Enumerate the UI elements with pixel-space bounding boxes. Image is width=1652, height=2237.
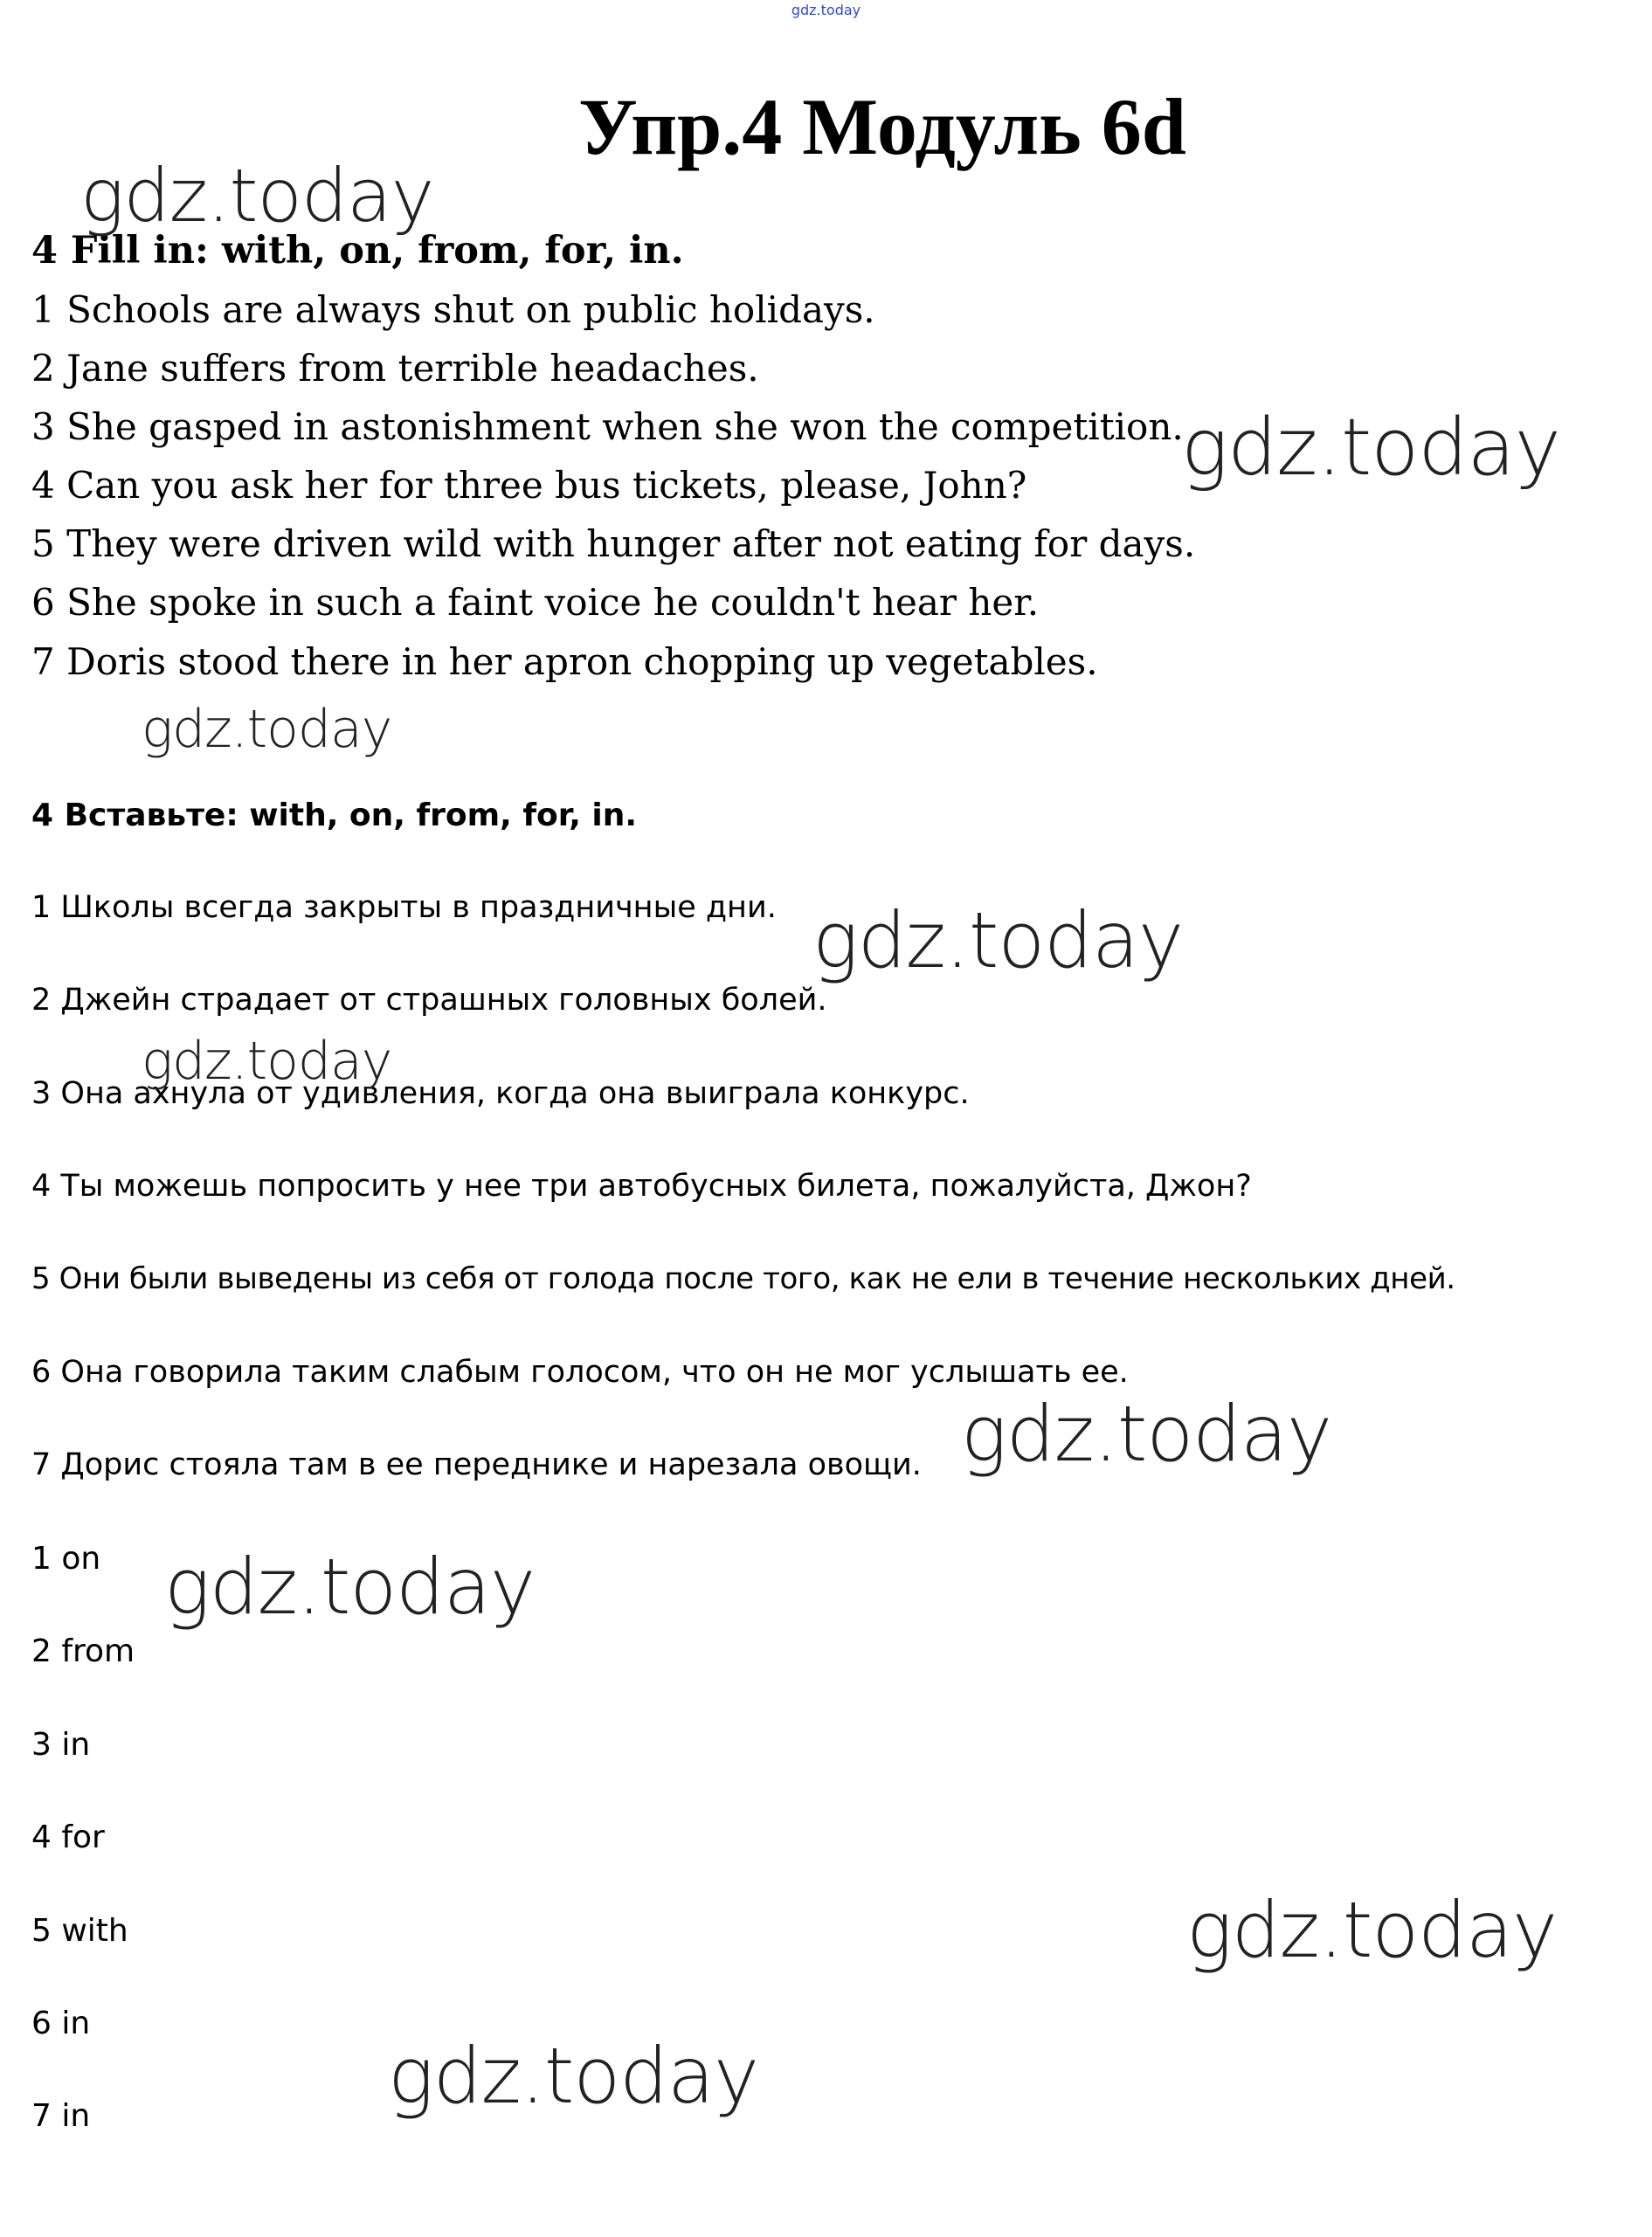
sentence-ru-4: 4 Ты можешь попросить у нее три автобусных билета, пожалуйста, Джон? [31,1169,1252,1204]
watermark: gdz.today [164,1542,536,1632]
watermark: gdz.today [961,1389,1332,1479]
site-mark: gdz.today [791,2,861,18]
sentence-ru-7: 7 Дорис стояла там в ее переднике и нарезала овощи. [31,1447,922,1482]
sentence-ru-3: 3 Она ахнула от удивления, когда она выиграла конкурс. [31,1076,970,1111]
page-title: Упр.4 Модуль 6d [578,82,1186,171]
watermark: gdz.today [142,1031,392,1092]
sentence-ru-1: 1 Школы всегда закрыты в праздничные дни. [31,890,777,925]
answer-2: 2 from [31,1633,135,1669]
answer-4: 4 for [31,1819,105,1855]
exercise-heading-ru: 4 Вставьте: with, on, from, for, in. [31,797,638,833]
answer-7: 7 in [31,2098,91,2134]
sentence-en-4: 4 Can you ask her for three bus tickets, please, John? [31,464,1027,507]
answer-6: 6 in [31,2006,91,2041]
watermark: gdz.today [142,699,392,760]
sentence-ru-5: 5 Они были выведены из себя от голода после того, как не ели в течение нескольких дней. [31,1261,1455,1296]
answer-3: 3 in [31,1727,91,1763]
sentence-en-2: 2 Jane suffers from terrible headaches. [31,347,759,390]
watermark: gdz.today [80,153,434,238]
sentence-ru-2: 2 Джейн страдает от страшных головных болей. [31,983,827,1018]
sentence-ru-6: 6 Она говорила таким слабым голосом, что он не мог услышать ее. [31,1355,1129,1390]
sentence-en-5: 5 They were driven wild with hunger after not eating for days. [31,522,1196,565]
watermark: gdz.today [1186,1885,1558,1975]
sentence-en-7: 7 Doris stood there in her apron chopping up vegetables. [31,640,1098,683]
watermark: gdz.today [388,2031,759,2121]
sentence-en-1: 1 Schools are always shut on public holidays. [31,288,875,331]
sentence-en-3: 3 She gasped in astonishment when she won the competition. [31,405,1184,448]
answer-5: 5 with [31,1913,128,1949]
sentence-en-6: 6 She spoke in such a faint voice he couldn't hear her. [31,581,1040,624]
answer-1: 1 on [31,1541,101,1577]
watermark: gdz.today [1181,402,1560,494]
watermark: gdz.today [812,895,1184,985]
exercise-heading-en: 4 Fill in: with, on, from, for, in. [31,229,684,273]
